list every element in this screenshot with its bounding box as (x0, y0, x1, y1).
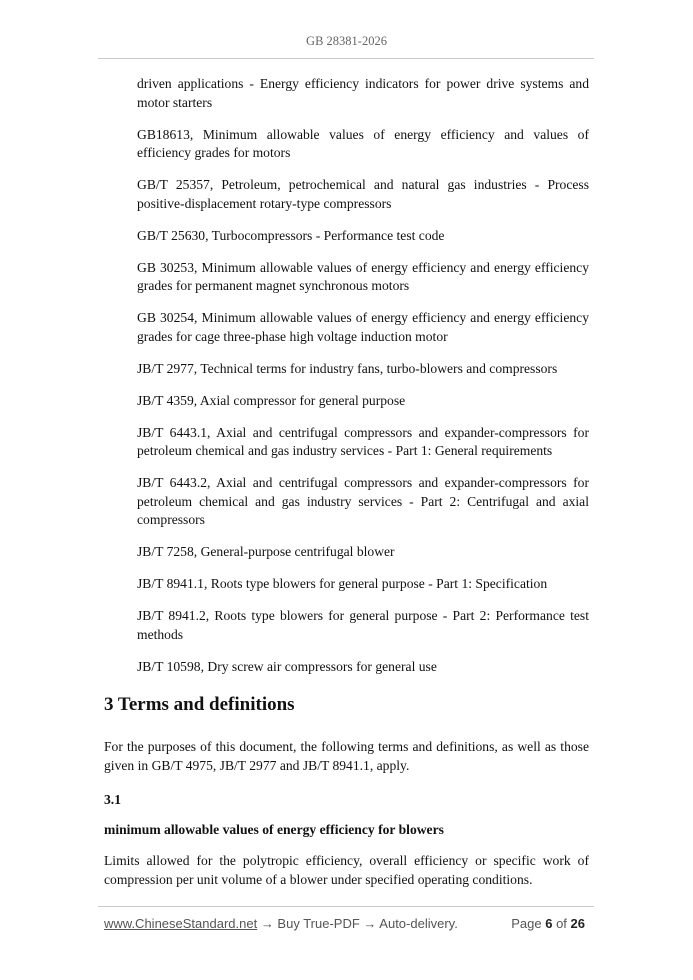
reference-item: JB/T 6443.1, Axial and centrifugal compressors and expander-compressors for petroleum chemical and gas industry services - Part 1: General requirements (137, 424, 589, 458)
term-title: minimum allowable values of energy efficiency for blowers (104, 822, 444, 837)
reference-item: JB/T 8941.2, Roots type blowers for general purpose - Part 2: Performance test methods (137, 608, 589, 642)
footer-promo: → Buy True-PDF → Auto-delivery. (257, 916, 458, 931)
page-of: of (556, 916, 567, 931)
reference-item: GB/T 25357, Petroleum, petrochemical and natural gas industries - Process positive-displacement rotary-type compressors (137, 177, 589, 211)
term-definition: Limits allowed for the polytropic efficiency, overall efficiency or specific work of compression per unit volume of a blower under specified operating conditions. (104, 853, 589, 887)
term-number: 3.1 (104, 792, 121, 807)
section-intro: For the purposes of this document, the following terms and definitions, as well as those given in GB/T 4975, JB/T 2977 and JB/T 8941.1, apply. (104, 739, 589, 773)
reference-item: JB/T 2977, Technical terms for industry fans, turbo-blowers and compressors (137, 360, 558, 376)
reference-item: JB/T 4359, Axial compressor for general purpose (137, 392, 406, 408)
reference-item: JB/T 6443.2, Axial and centrifugal compressors and expander-compressors for petroleum chemical and gas industry services - Part 2: Centrifugal and axial compressors (137, 475, 589, 527)
reference-item: GB 30253, Minimum allowable values of energy efficiency and energy efficiency grades for permanent magnet synchronous motors (137, 259, 589, 293)
page-footer (104, 916, 589, 931)
reference-item: JB/T 8941.1, Roots type blowers for general purpose - Part 1: Specification (137, 576, 548, 591)
page-header: GB 28381-2026 (306, 34, 387, 48)
header-divider (98, 58, 594, 59)
reference-item: JB/T 10598, Dry screw air compressors for general use (137, 658, 437, 674)
normative-references-list (137, 75, 589, 690)
reference-item: JB/T 7258, General-purpose centrifugal blower (137, 544, 395, 559)
footer-divider (98, 906, 594, 907)
reference-item: GB/T 25630, Turbocompressors - Performance test code (137, 227, 445, 243)
site-link[interactable]: www.ChineseStandard.net (104, 916, 258, 931)
reference-item: GB18613, Minimum allowable values of energy efficiency and values of efficiency grades for motors (137, 126, 589, 160)
page-indicator (511, 916, 585, 931)
reference-item: GB 30254, Minimum allowable values of energy efficiency and energy efficiency grades for cage three-phase high voltage induction motor (137, 310, 589, 344)
page-current: 6 (545, 916, 553, 931)
section-heading: 3 Terms and definitions (104, 694, 295, 715)
page-total: 26 (570, 916, 585, 931)
reference-item: driven applications - Energy efficiency indicators for power drive systems and motor starters (137, 76, 589, 110)
page-label: Page (511, 916, 542, 931)
